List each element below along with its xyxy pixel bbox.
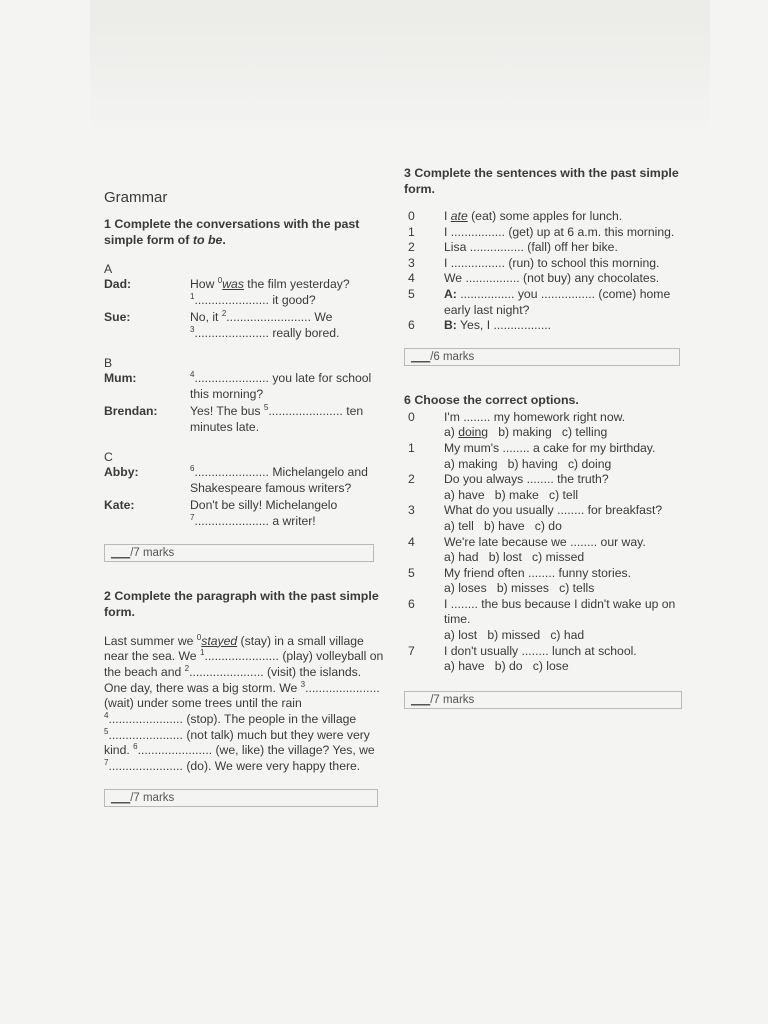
- item-number: 6: [408, 596, 415, 611]
- question-text: Do you always ........ the truth?: [444, 472, 609, 487]
- exercise-3-marks-box: [404, 348, 680, 366]
- exercise-6-list: [404, 410, 694, 675]
- dialogue-text: Yes! The bus $^5$...................... ten minutes late.: [190, 403, 364, 434]
- exercise-2-paragraph: Last summer we $^0$stayed (stay) in a small village near the sea. We $^1$...................... (play) volleyball on the beach and $^2$...................... (visit) the islands. One day, there was a big storm. We $^3$...................... (wait) under some trees until the rain $^4$...................... (stop). The people in the village $^5$...................... (not talk) much but they were very kind. $^6$...................... (we, like) the village? Yes, we $^7$...................... (do). We were very happy there.: [104, 632, 384, 774]
- sentence-item: [404, 256, 694, 272]
- answer-options: a) have b) do c) lose: [444, 659, 569, 674]
- question-item: [404, 566, 694, 582]
- exercise-6-marks-box: [404, 691, 682, 709]
- exercise-1-title-text: 1 Complete the conversations with the past simple form of: [104, 216, 360, 247]
- question-item: [404, 644, 694, 660]
- conversation-label: B: [104, 355, 113, 370]
- right-column: [404, 165, 694, 709]
- exercise-3-list: [404, 209, 694, 334]
- dialogue-text: No, it $^2$......................... We $^3$...................... really bored.: [190, 309, 340, 340]
- item-number: 2: [408, 240, 415, 255]
- question-text: I'm ........ my homework right now.: [444, 409, 626, 424]
- item-number: 0: [408, 409, 415, 424]
- dialogue-line: [104, 498, 384, 529]
- exercise-1-conversations: [104, 262, 384, 530]
- question-item: [404, 410, 694, 426]
- dialogue-line: [104, 465, 384, 496]
- item-text: Lisa ................ (fall) off her bike.: [444, 240, 618, 255]
- exercise-3-title: 3 Complete the sentences with the past simple form.: [404, 166, 679, 196]
- left-column: [104, 190, 384, 807]
- item-number: 5: [408, 565, 415, 580]
- answer-options: a) have b) make c) tell: [444, 487, 579, 502]
- question-text: We're late because we ........ our way.: [444, 534, 646, 549]
- answer-options: a) had b) lost c) missed: [444, 550, 585, 565]
- question-text: My friend often ........ funny stories.: [444, 565, 631, 580]
- speaker-name: Dad:: [104, 277, 132, 292]
- speaker-name: Brendan:: [104, 404, 158, 419]
- dialogue-text: Don't be silly! Michelangelo $^7$...................... a writer!: [190, 498, 338, 528]
- scan-shadow: [90, 0, 710, 140]
- question-text: I ........ the bus because I didn't wake up on time.: [444, 596, 676, 627]
- dialogue-line: [104, 371, 384, 402]
- item-number: 5: [408, 286, 415, 301]
- item-text: I ate (eat) some apples for lunch.: [444, 209, 623, 223]
- sentence-item: [404, 209, 694, 225]
- answer-options: a) doing b) making c) telling: [444, 425, 608, 440]
- exercise-1-marks-blank: ___: [111, 546, 131, 559]
- item-number: 3: [408, 503, 415, 518]
- item-text: A: ................ you ................ (come) home early last night?: [444, 286, 671, 317]
- exercise-1-title: [104, 216, 384, 248]
- sentence-item: [404, 225, 694, 241]
- sentence-item: [404, 287, 694, 318]
- conversation-label: C: [104, 449, 113, 464]
- exercise-2-marks-box: [104, 789, 378, 807]
- exercise-3-marks-label: /6 marks: [430, 350, 475, 363]
- item-number: 6: [408, 318, 415, 333]
- exercise-6-title: 6 Choose the correct options.: [404, 392, 579, 407]
- answer-options: a) loses b) misses c) tells: [444, 581, 595, 596]
- exercise-1-marks-box: [104, 544, 374, 562]
- exercise-2-title: 2 Complete the paragraph with the past simple form.: [104, 588, 379, 619]
- question-text: What do you usually ........ for breakfast?: [444, 503, 663, 518]
- section-title: Grammar: [104, 189, 168, 206]
- exercise-6-marks-blank: ___: [411, 693, 431, 706]
- question-item: [404, 503, 694, 519]
- sentence-item: [404, 240, 694, 256]
- item-number: 4: [408, 271, 415, 286]
- item-number: 4: [408, 534, 415, 549]
- question-item: [404, 597, 694, 628]
- answer-options: a) making b) having c) doing: [444, 456, 612, 471]
- sentence-item: [404, 318, 694, 334]
- exercise-2-marks-label: /7 marks: [130, 791, 175, 804]
- question-item: [404, 535, 694, 551]
- item-text: I ................ (get) up at 6 a.m. this morning.: [444, 224, 675, 239]
- sentence-item: [404, 271, 694, 287]
- item-text: B: Yes, I .................: [444, 318, 552, 333]
- exercise-1-title-emphasis: to be: [192, 232, 223, 247]
- conversation-label: A: [104, 261, 113, 276]
- exercise-3-marks-blank: ___: [411, 350, 431, 363]
- item-number: 0: [408, 209, 415, 223]
- speaker-name: Mum:: [104, 371, 137, 386]
- exercise-2-marks-blank: ___: [111, 791, 131, 804]
- dialogue-line: [104, 277, 384, 308]
- item-text: I ................ (run) to school this morning.: [444, 255, 660, 270]
- item-number: 3: [408, 255, 415, 270]
- question-text: My mum's ........ a cake for my birthday.: [444, 440, 656, 455]
- exercise-1-title-end: .: [222, 232, 226, 247]
- speaker-name: Abby:: [104, 465, 139, 480]
- item-number: 2: [408, 472, 415, 487]
- item-number: 1: [408, 440, 415, 455]
- dialogue-line: [104, 404, 384, 435]
- question-item: [404, 441, 694, 457]
- item-number: 7: [408, 643, 415, 658]
- answer-options: a) tell b) have c) do: [444, 518, 562, 533]
- dialogue-text: $^6$...................... Michelangelo and Shakespeare famous writers?: [190, 464, 368, 495]
- answer-options: a) lost b) missed c) had: [444, 628, 585, 643]
- dialogue-line: [104, 310, 384, 341]
- dialogue-text: $^4$...................... you late for school this morning?: [190, 370, 372, 401]
- question-text: I don't usually ........ lunch at school.: [444, 643, 637, 658]
- exercise-6-marks-label: /7 marks: [430, 693, 475, 706]
- question-item: [404, 472, 694, 488]
- speaker-name: Sue:: [104, 310, 131, 325]
- item-text: We ................ (not buy) any chocolates.: [444, 271, 660, 286]
- speaker-name: Kate:: [104, 498, 135, 513]
- exercise-1-marks-label: /7 marks: [130, 546, 175, 559]
- dialogue-text: How $^0$was the film yesterday? $^1$...................... it good?: [190, 276, 350, 307]
- item-number: 1: [408, 224, 415, 239]
